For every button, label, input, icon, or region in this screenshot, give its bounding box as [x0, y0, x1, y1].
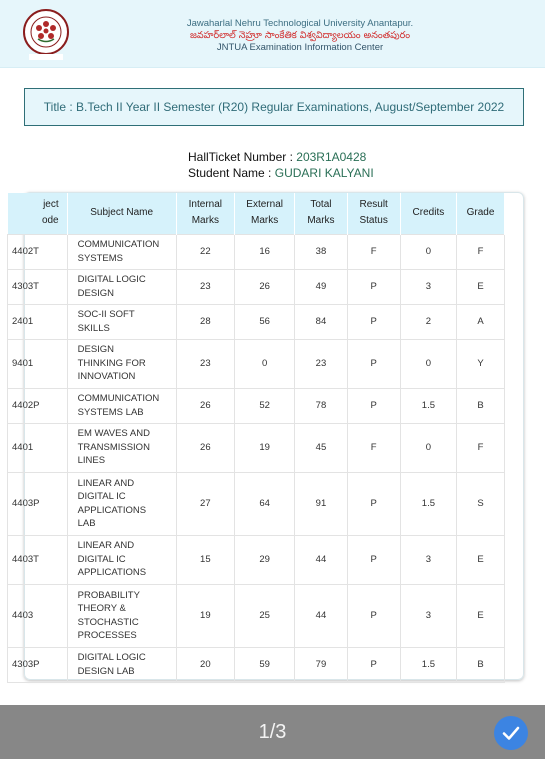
total-marks-cell: 38 — [295, 234, 347, 269]
external-marks-cell: 0 — [234, 339, 294, 388]
exam-title: Title : B.Tech II Year II Semester (R20) Regular Examinations, August/September 2022 — [43, 100, 505, 114]
grade-cell: F — [457, 234, 505, 269]
student-info — [188, 149, 374, 181]
total-marks-cell: 91 — [295, 472, 347, 535]
subject-name-cell: DESIGN THINKING FOR INNOVATION — [67, 339, 176, 388]
external-marks-cell: 16 — [234, 234, 294, 269]
table-row — [8, 388, 505, 423]
internal-marks-cell: 20 — [176, 647, 234, 682]
result-status-cell: P — [347, 388, 400, 423]
total-marks-cell: 79 — [295, 647, 347, 682]
result-status-cell: P — [347, 584, 400, 647]
total-marks-cell: 44 — [295, 535, 347, 584]
result-status-cell: F — [347, 423, 400, 472]
internal-marks-cell: 23 — [176, 269, 234, 304]
table-row — [8, 423, 505, 472]
credits-cell: 3 — [400, 269, 456, 304]
internal-marks-cell: 26 — [176, 388, 234, 423]
grade-cell: B — [457, 647, 505, 682]
header-credits: Credits — [400, 193, 456, 234]
external-marks-cell: 19 — [234, 423, 294, 472]
university-name-telugu: జవహర్‌లాల్ నెహ్రూ సాంకేతిక విశ్వవిద్యాలయం అనంతపురం — [189, 30, 411, 41]
external-marks-cell: 59 — [234, 647, 294, 682]
subject-name-cell: EM WAVES AND TRANSMISSION LINES — [67, 423, 176, 472]
grade-cell: F — [457, 423, 505, 472]
viewer-bottom-bar — [0, 705, 545, 759]
internal-marks-cell: 26 — [176, 423, 234, 472]
subject-code-cell: 4402T — [8, 234, 68, 269]
internal-marks-cell: 19 — [176, 584, 234, 647]
examination-center-name: JNTUA Examination Information Center — [216, 42, 384, 53]
subject-name-cell: DIGITAL LOGIC DESIGN LAB — [67, 647, 176, 682]
result-status-cell: P — [347, 535, 400, 584]
table-row — [8, 269, 505, 304]
table-row — [8, 584, 505, 647]
hallticket-value: 203R1A0428 — [296, 150, 367, 164]
header-result-status: Result Status — [347, 193, 400, 234]
external-marks-cell: 64 — [234, 472, 294, 535]
internal-marks-cell: 22 — [176, 234, 234, 269]
subject-code-cell: 4303P — [8, 647, 68, 682]
external-marks-cell: 56 — [234, 304, 294, 339]
subject-code-cell: 2401 — [8, 304, 68, 339]
credits-cell: 0 — [400, 423, 456, 472]
total-marks-cell: 23 — [295, 339, 347, 388]
grade-cell: S — [457, 472, 505, 535]
subject-code-cell: 4401 — [8, 423, 68, 472]
confirm-button[interactable] — [494, 716, 528, 750]
page-indicator: 1/3 — [258, 721, 287, 743]
subject-name-cell: DIGITAL LOGIC DESIGN — [67, 269, 176, 304]
subject-name-cell: COMMUNICATION SYSTEMS — [67, 234, 176, 269]
total-marks-cell: 44 — [295, 584, 347, 647]
external-marks-cell: 29 — [234, 535, 294, 584]
subject-code-cell: 4403P — [8, 472, 68, 535]
table-row — [8, 535, 505, 584]
table-row — [8, 647, 505, 682]
credits-cell: 1.5 — [400, 388, 456, 423]
header-subject-code-line1: ject — [43, 199, 59, 211]
subject-name-cell: LINEAR AND DIGITAL IC APPLICATIONS — [67, 535, 176, 584]
internal-marks-cell: 27 — [176, 472, 234, 535]
check-icon — [500, 722, 522, 744]
subject-code-cell: 9401 — [8, 339, 68, 388]
result-status-cell: P — [347, 304, 400, 339]
grade-cell: B — [457, 388, 505, 423]
header-grade: Grade — [457, 193, 505, 234]
subject-name-cell: PROBABILITY THEORY & STOCHASTIC PROCESSES — [67, 584, 176, 647]
subject-code-cell: 4403T — [8, 535, 68, 584]
table-row — [8, 339, 505, 388]
table-row — [8, 472, 505, 535]
subject-name-cell: COMMUNICATION SYSTEMS LAB — [67, 388, 176, 423]
hallticket-label: HallTicket Number : — [188, 150, 293, 164]
header-internal-marks: Internal Marks — [176, 193, 234, 234]
credits-cell: 0 — [400, 339, 456, 388]
result-status-cell: F — [347, 234, 400, 269]
credits-cell: 3 — [400, 584, 456, 647]
table-row — [8, 234, 505, 269]
grade-cell: Y — [457, 339, 505, 388]
internal-marks-cell: 23 — [176, 339, 234, 388]
credits-cell: 2 — [400, 304, 456, 339]
total-marks-cell: 78 — [295, 388, 347, 423]
university-header — [0, 0, 545, 68]
university-name-english: Jawaharlal Nehru Technological University Anantapur. — [186, 18, 414, 29]
table-body — [8, 234, 505, 682]
total-marks-cell: 84 — [295, 304, 347, 339]
subject-name-cell: LINEAR AND DIGITAL IC APPLICATIONS LAB — [67, 472, 176, 535]
header-subject-name: Subject Name — [67, 193, 176, 234]
results-table-container[interactable] — [12, 192, 524, 680]
result-status-cell: P — [347, 339, 400, 388]
table-row — [8, 304, 505, 339]
subject-code-cell: 4402P — [8, 388, 68, 423]
exam-title-box — [24, 88, 524, 126]
subject-code-cell: 4303T — [8, 269, 68, 304]
header-external-marks: External Marks — [234, 193, 294, 234]
university-logo-icon — [20, 8, 72, 62]
result-status-cell: P — [347, 647, 400, 682]
external-marks-cell: 26 — [234, 269, 294, 304]
result-status-cell: P — [347, 472, 400, 535]
grade-cell: A — [457, 304, 505, 339]
results-table — [7, 193, 505, 683]
table-header-row — [8, 193, 505, 234]
credits-cell: 1.5 — [400, 472, 456, 535]
student-name-row — [188, 165, 374, 181]
credits-cell: 0 — [400, 234, 456, 269]
header-total-marks: Total Marks — [295, 193, 347, 234]
student-name-label: Student Name : — [188, 166, 272, 180]
header-subject-code — [8, 193, 68, 234]
subject-code-cell: 4403 — [8, 584, 68, 647]
internal-marks-cell: 15 — [176, 535, 234, 584]
hallticket-row — [188, 149, 374, 165]
external-marks-cell: 25 — [234, 584, 294, 647]
subject-name-cell: SOC-II SOFT SKILLS — [67, 304, 176, 339]
total-marks-cell: 45 — [295, 423, 347, 472]
result-status-cell: P — [347, 269, 400, 304]
header-subject-code-line2: ode — [41, 215, 59, 227]
total-marks-cell: 49 — [295, 269, 347, 304]
credits-cell: 1.5 — [400, 647, 456, 682]
internal-marks-cell: 28 — [176, 304, 234, 339]
grade-cell: E — [457, 584, 505, 647]
external-marks-cell: 52 — [234, 388, 294, 423]
student-name-value: GUDARI KALYANI — [274, 166, 374, 180]
credits-cell: 3 — [400, 535, 456, 584]
grade-cell: E — [457, 535, 505, 584]
grade-cell: E — [457, 269, 505, 304]
